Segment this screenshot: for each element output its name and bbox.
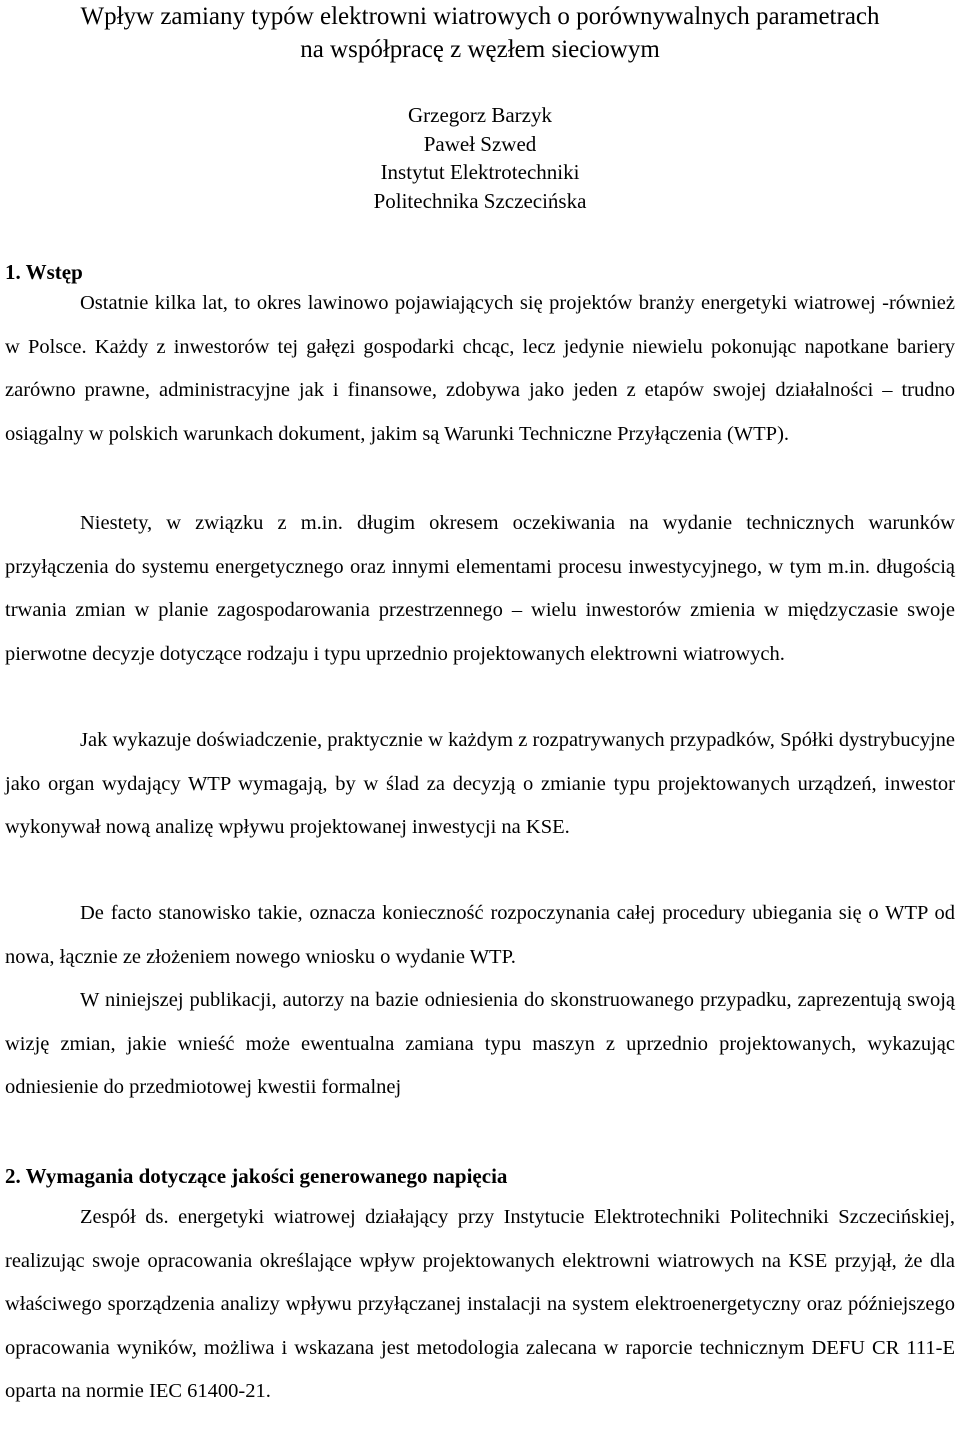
- section-1-paragraph-2: Niestety, w związku z m.in. długim okresem oczekiwania na wydanie technicznych warunków przyłączenia do systemu energetycznego oraz innymi elementami procesu inwestycyjnego, w tym m.in. długością trwania zmian w planie zagospodarowania przestrzennego – wielu inwestorów zmienia w międzyczasie swoje pierwotne decyzje dotyczące rodzaju i typu uprzednio projektowanych elektrowni wiatrowych.: [5, 512, 955, 665]
- section-1-heading: 1. Wstęp: [5, 260, 83, 284]
- section-2-paragraph-1: Zespół ds. energetyki wiatrowej działający przy Instytucie Elektrotechniki Politechniki Szczecińskiej, realizując swoje opracowania określające wpływ projektowanych elektrowni wiatrowych na KSE przyjął, że dla właściwego sporządzenia analizy wpływu przyłączanej instalacji na system elektroenergetyczny oraz późniejszego opracowania wyników, możliwa i wskazana jest metodologia zalecana w raporcie technicznym DEFU CR 111-E oparta na normie IEC 61400-21.: [5, 1206, 955, 1402]
- affiliation-institute: Instytut Elektrotechniki: [380, 160, 580, 185]
- section-1-paragraph-1: Ostatnie kilka lat, to okres lawinowo pojawiających się projektów branży energetyki wiatrowej -również w Polsce. Każdy z inwestorów tej gałęzi gospodarki chcąc, lecz jedynie niewielu pokonując napotkane bariery zarówno prawne, administracyjne jak i finansowe, zdobywa jako jeden z etapów swojej działalności – trudno osiągalny w polskich warunkach dokument, jakim są Warunki Techniczne Przyłączenia (WTP).: [5, 292, 955, 445]
- author-block: [5, 101, 955, 215]
- section-1-paragraph-4: De facto stanowisko takie, oznacza konieczność rozpoczynania całej procedury ubiegania się o WTP od nowa, łącznie ze złożeniem nowego wniosku o wydanie WTP.: [5, 902, 955, 968]
- title-line-1: Wpływ zamiany typów elektrowni wiatrowych o porównywalnych parametrach: [80, 3, 880, 30]
- section-2-heading: 2. Wymagania dotyczące jakości generowanego napięcia: [5, 1164, 508, 1188]
- paper-title: [5, 0, 955, 66]
- affiliation-university: Politechnika Szczecińska: [373, 188, 587, 213]
- author-name-2: Paweł Szwed: [423, 131, 537, 156]
- section-1-paragraph-5: W niniejszej publikacji, autorzy na bazie odniesienia do skonstruowanego przypadku, zaprezentują swoją wizję zmian, jakie wnieść może ewentualna zamiana typu maszyn z uprzednio projektowanych, wykazując odniesienie do przedmiotowej kwestii formalnej: [5, 989, 955, 1098]
- author-name-1: Grzegorz Barzyk: [407, 103, 552, 127]
- title-line-2: na współpracę z węzłem sieciowym: [300, 36, 660, 63]
- section-1-paragraph-3: Jak wykazuje doświadczenie, praktycznie w każdym z rozpatrywanych przypadków, Spółki dystrybucyjne jako organ wydający WTP wymagają, by w ślad za decyzją o zmianie typu projektowanych urządzeń, inwestor wykonywał nową analizę wpływu projektowanej inwestycji na KSE.: [5, 729, 955, 838]
